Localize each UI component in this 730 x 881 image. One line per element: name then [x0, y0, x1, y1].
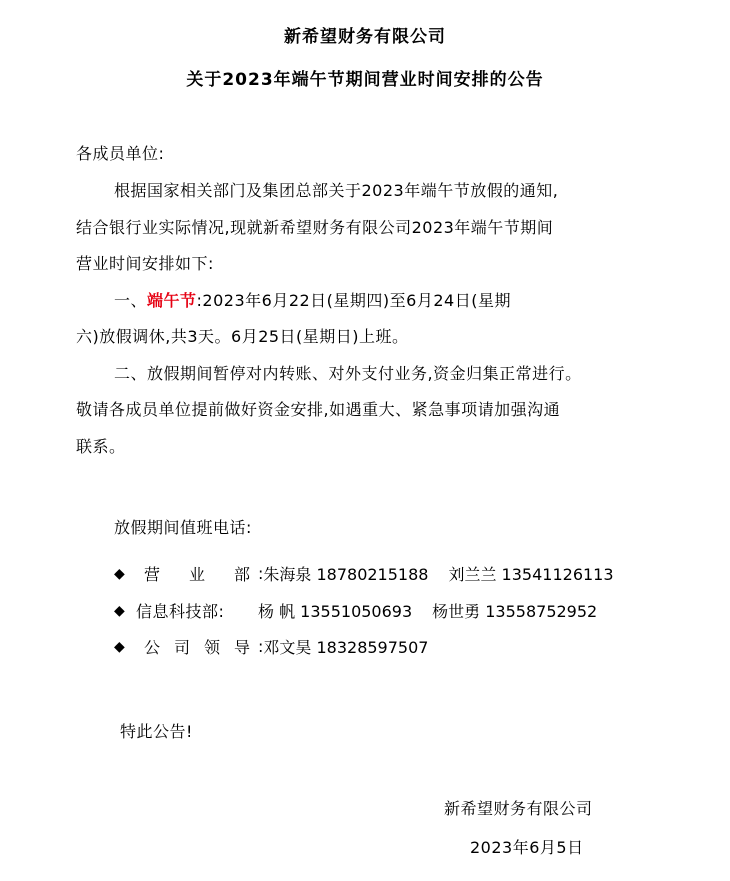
- contact-dept-it: 信息科技部:: [136, 602, 225, 621]
- item-2-line-2: 敬请各成员单位提前做好资金安排,如遇重大、紧急事项请加强沟通: [76, 400, 561, 419]
- duty-heading: 放假期间值班电话:: [114, 518, 252, 537]
- contact-dept-business: 营 业 部: [144, 565, 250, 584]
- contact-row-it: [114, 599, 597, 622]
- contact-person: 杨世勇 13558752952: [432, 602, 598, 621]
- contact-row-business: [114, 562, 614, 585]
- contact-dept-leadership: 公 司 领 导: [144, 638, 250, 657]
- intro-line-1: 根据国家相关部门及集团总部关于2023年端午节放假的通知,: [114, 181, 559, 200]
- dragon-boat-festival-highlight: 端午节: [147, 291, 197, 310]
- contact-person: 刘兰兰 13541126113: [448, 565, 614, 584]
- company-title: 新希望财务有限公司: [284, 27, 446, 47]
- item-1-prefix: 一、: [114, 291, 148, 310]
- diamond-bullet-icon: ◆: [114, 565, 125, 582]
- contact-person: 杨 帆 13551050693: [258, 602, 413, 621]
- contact-dept-colon: :: [258, 637, 264, 656]
- item-2-line-3: 联系。: [76, 437, 126, 456]
- item-1-dates: :2023年6月22日(星期四)至6月24日(星期: [196, 291, 511, 310]
- closing-remark: 特此公告!: [120, 722, 193, 741]
- notice-title: 关于2023年端午节期间营业时间安排的公告: [186, 70, 544, 90]
- item-1-line-1: [114, 288, 511, 311]
- contact-person: 朱海泉 18780215188: [263, 565, 429, 584]
- salutation: 各成员单位:: [76, 144, 165, 163]
- contact-dept-colon: :: [258, 564, 264, 583]
- intro-line-2: 结合银行业实际情况,现就新希望财务有限公司2023年端午节期间: [76, 218, 554, 237]
- item-1-line-2: 六)放假调休,共3天。6月25日(星期日)上班。: [76, 327, 409, 346]
- contact-person: 邓文昊 18328597507: [263, 638, 429, 657]
- diamond-bullet-icon: ◆: [114, 602, 125, 619]
- signature-company: 新希望财务有限公司: [444, 799, 593, 818]
- signature-date: 2023年6月5日: [470, 838, 584, 857]
- intro-line-3: 营业时间安排如下:: [76, 254, 214, 273]
- item-2-line-1: 二、放假期间暂停对内转账、对外支付业务,资金归集正常进行。: [114, 364, 582, 383]
- diamond-bullet-icon: ◆: [114, 638, 125, 655]
- contact-row-leadership: [114, 635, 448, 658]
